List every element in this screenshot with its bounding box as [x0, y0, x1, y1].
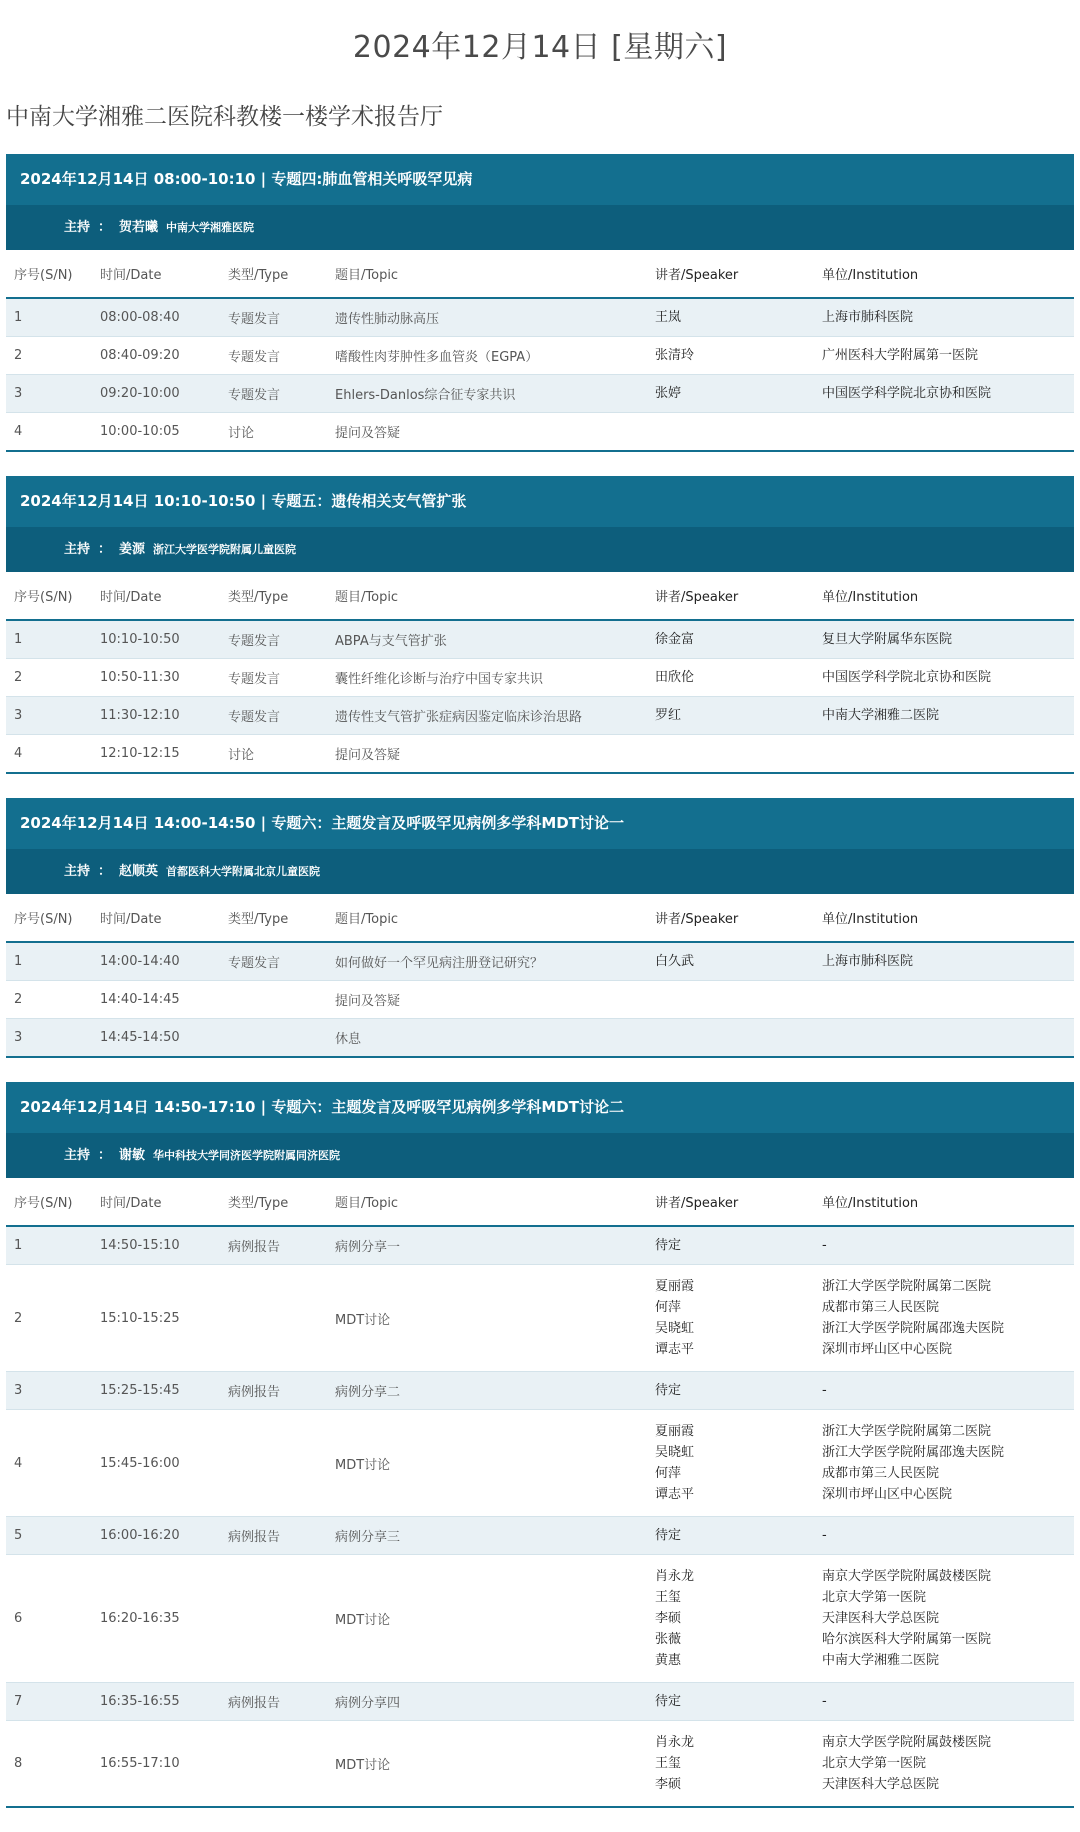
- column-header-sn: 序号(S/N): [14, 590, 73, 605]
- type-cell: 病例报告: [228, 1240, 281, 1255]
- date-cell: 15:10-15:25: [100, 1310, 180, 1326]
- column-header-sn: 序号(S/N): [14, 912, 73, 927]
- moderator-bar: [6, 205, 1074, 250]
- moderator-institution: 华中科技大学同济医学院附属同济医院: [153, 1149, 341, 1162]
- column-header-type: 类型/Type: [228, 590, 289, 605]
- speaker-name: 夏丽霞: [655, 1279, 695, 1294]
- institution-cell: [814, 345, 1074, 366]
- institution-cell: [814, 1235, 1074, 1256]
- date-cell: 14:50-15:10: [100, 1238, 180, 1253]
- date-cell: 16:00-16:20: [100, 1528, 180, 1543]
- speaker-cell: [647, 667, 814, 688]
- institution-name: 成都市第三人民医院: [822, 1466, 940, 1481]
- speaker-name: 待定: [655, 1528, 682, 1543]
- topic-cell: 提问及答疑: [335, 748, 401, 763]
- table-row: [6, 981, 1074, 1019]
- speaker-cell: [647, 705, 814, 726]
- topic-cell: 如何做好一个罕见病注册登记研究？: [335, 956, 544, 971]
- moderator-institution: 首都医科大学附属北京儿童医院: [166, 865, 321, 878]
- sn-cell: 1: [14, 1238, 23, 1253]
- institution-name: 北京大学第一医院: [822, 1590, 927, 1605]
- table-row: [6, 337, 1074, 375]
- moderator-colon: ：: [98, 864, 112, 879]
- date-cell: 16:35-16:55: [100, 1694, 180, 1709]
- topic-cell: MDT讨论: [335, 1457, 391, 1473]
- date-cell: 09:20-10:00: [100, 386, 180, 401]
- column-header-speaker: 讲者/Speaker: [655, 912, 739, 927]
- institution-cell: [814, 1276, 1074, 1360]
- institution-cell: [814, 1525, 1074, 1546]
- institution-name: 浙江大学医学院附属邵逸夫医院: [822, 1445, 1005, 1460]
- column-header-type: 类型/Type: [228, 268, 289, 283]
- topic-cell: 囊性纤维化诊断与治疗中国专家共识: [335, 672, 544, 687]
- institution-name: 中南大学湘雅二医院: [822, 1653, 940, 1668]
- speaker-cell: [647, 1691, 814, 1712]
- speaker-cell: [647, 345, 814, 366]
- date-cell: 14:00-14:40: [100, 954, 180, 969]
- column-header-date: 时间/Date: [100, 590, 162, 605]
- column-header-speaker: 讲者/Speaker: [655, 1196, 739, 1211]
- table-row: [6, 1265, 1074, 1372]
- speaker-name: 谭志平: [655, 1342, 695, 1357]
- table-header-row: [6, 250, 1074, 299]
- institution-name: 哈尔滨医科大学附属第一医院: [822, 1632, 992, 1647]
- table-row: [6, 375, 1074, 413]
- date-cell: 10:00-10:05: [100, 424, 180, 439]
- sn-cell: 3: [14, 708, 23, 723]
- institution-name: 上海市肺科医院: [822, 310, 914, 325]
- institution-name: 成都市第三人民医院: [822, 1300, 940, 1315]
- institution-name: 南京大学医学院附属鼓楼医院: [822, 1569, 992, 1584]
- speaker-name: 王玺: [655, 1756, 682, 1771]
- speaker-cell: [647, 307, 814, 328]
- moderator-label: 主持: [64, 220, 91, 235]
- sn-cell: 3: [14, 1030, 23, 1045]
- speaker-name: 何萍: [655, 1466, 682, 1481]
- sn-cell: 8: [14, 1756, 23, 1771]
- date-cell: 08:40-09:20: [100, 348, 180, 363]
- column-header-speaker: 讲者/Speaker: [655, 268, 739, 283]
- page-title: 2024年12月14日 [星期六]: [352, 30, 728, 65]
- speaker-name: 肖永龙: [655, 1569, 695, 1584]
- topic-cell: 嗜酸性肉芽肿性多血管炎（EGPA）: [335, 350, 539, 365]
- moderator-name: 姜源: [119, 542, 146, 557]
- table-row: [6, 1410, 1074, 1517]
- type-cell: 病例报告: [228, 1530, 281, 1545]
- date-cell: 15:45-16:00: [100, 1455, 180, 1471]
- type-cell: 专题发言: [228, 956, 281, 971]
- session-block: [6, 476, 1074, 774]
- institution-name: 上海市肺科医院: [822, 954, 914, 969]
- moderator-name: 谢敏: [119, 1148, 146, 1163]
- topic-cell: Ehlers-Danlos综合征专家共识: [335, 388, 516, 403]
- institution-cell: [814, 1691, 1074, 1712]
- session-header: 2024年12月14日 08:00-10:10 | 专题四:肺血管相关呼吸罕见病: [6, 154, 1074, 205]
- sn-cell: 2: [14, 992, 23, 1007]
- column-header-institution: 单位/Institution: [822, 268, 919, 283]
- column-header-date: 时间/Date: [100, 912, 162, 927]
- speaker-name: 王岚: [655, 310, 682, 325]
- sn-cell: 4: [14, 746, 23, 761]
- institution-cell: [814, 705, 1074, 726]
- speaker-name: 待定: [655, 1238, 682, 1253]
- column-header-institution: 单位/Institution: [822, 1196, 919, 1211]
- table-header-row: [6, 572, 1074, 621]
- table-row: [6, 697, 1074, 735]
- speaker-cell: [647, 1566, 814, 1671]
- session-header: 2024年12月14日 14:00-14:50 | 专题六：主题发言及呼吸罕见病例多学科MDT讨论一: [6, 798, 1074, 849]
- table-row: [6, 1721, 1074, 1808]
- institution-name: -: [822, 1694, 827, 1709]
- speaker-name: 白久武: [655, 954, 695, 969]
- column-header-type: 类型/Type: [228, 912, 289, 927]
- topic-cell: MDT讨论: [335, 1613, 391, 1628]
- speaker-cell: [647, 1525, 814, 1546]
- date-cell: 15:25-15:45: [100, 1383, 180, 1398]
- topic-cell: MDT讨论: [335, 1758, 391, 1773]
- moderator-institution: 浙江大学医学院附属儿童医院: [153, 543, 297, 556]
- table-row: [6, 1227, 1074, 1265]
- moderator-bar: [6, 1133, 1074, 1178]
- type-cell: 专题发言: [228, 350, 281, 365]
- institution-cell: [814, 307, 1074, 328]
- sn-cell: 1: [14, 632, 23, 647]
- speaker-name: 夏丽霞: [655, 1424, 695, 1439]
- institution-name: 天津医科大学总医院: [822, 1611, 940, 1626]
- date-cell: 12:10-12:15: [100, 746, 180, 761]
- institution-name: 复旦大学附属华东医院: [822, 632, 953, 647]
- session-block: [6, 154, 1074, 452]
- column-header-sn: 序号(S/N): [14, 268, 73, 283]
- date-cell: 08:00-08:40: [100, 310, 180, 325]
- sn-cell: 5: [14, 1528, 23, 1543]
- sn-cell: 6: [14, 1611, 23, 1626]
- column-header-topic: 题目/Topic: [335, 912, 399, 927]
- table-row: [6, 299, 1074, 337]
- speaker-cell: [647, 1235, 814, 1256]
- speaker-name: 谭志平: [655, 1487, 695, 1502]
- session-header: 2024年12月14日 14:50-17:10 | 专题六：主题发言及呼吸罕见病例多学科MDT讨论二: [6, 1082, 1074, 1133]
- venue-title: 中南大学湘雅二医院科教楼一楼学术报告厅: [6, 104, 443, 130]
- table-row: [6, 621, 1074, 659]
- column-header-type: 类型/Type: [228, 1196, 289, 1211]
- table-row: [6, 735, 1074, 774]
- type-cell: 专题发言: [228, 312, 281, 327]
- moderator-colon: ：: [98, 1148, 112, 1163]
- type-cell: 病例报告: [228, 1385, 281, 1400]
- institution-name: -: [822, 1383, 827, 1398]
- type-cell: 专题发言: [228, 672, 281, 687]
- date-cell: 10:10-10:50: [100, 632, 180, 647]
- table-row: [6, 1019, 1074, 1058]
- topic-cell: 遗传性肺动脉高压: [335, 312, 440, 327]
- speaker-cell: [647, 1380, 814, 1401]
- institution-cell: [814, 383, 1074, 404]
- session-block: [6, 798, 1074, 1058]
- sn-cell: 3: [14, 1383, 23, 1398]
- speaker-name: 黄惠: [655, 1653, 682, 1668]
- session-block: [6, 1082, 1074, 1808]
- type-cell: 专题发言: [228, 634, 281, 649]
- moderator-name: 赵顺英: [119, 864, 159, 879]
- moderator-colon: ：: [98, 220, 112, 235]
- table-row: [6, 943, 1074, 981]
- institution-name: -: [822, 1528, 827, 1543]
- institution-name: 南京大学医学院附属鼓楼医院: [822, 1735, 992, 1750]
- table-row: [6, 1372, 1074, 1410]
- topic-cell: MDT讨论: [335, 1312, 391, 1328]
- speaker-name: 吴晓虹: [655, 1445, 695, 1460]
- speaker-cell: [647, 383, 814, 404]
- date-cell: 14:40-14:45: [100, 992, 180, 1007]
- speaker-name: 何萍: [655, 1300, 682, 1315]
- sn-cell: 7: [14, 1694, 23, 1709]
- table-row: [6, 413, 1074, 452]
- type-cell: 专题发言: [228, 710, 281, 725]
- institution-cell: [814, 1421, 1074, 1505]
- institution-name: -: [822, 1238, 827, 1253]
- topic-cell: 提问及答疑: [335, 426, 401, 441]
- institution-name: 浙江大学医学院附属第二医院: [822, 1279, 992, 1294]
- institution-name: 中国医学科学院北京协和医院: [822, 670, 992, 685]
- table-row: [6, 659, 1074, 697]
- moderator-bar: [6, 527, 1074, 572]
- institution-name: 浙江大学医学院附属邵逸夫医院: [822, 1321, 1005, 1336]
- speaker-cell: [647, 629, 814, 650]
- sn-cell: 2: [14, 670, 23, 685]
- institution-name: 中南大学湘雅二医院: [822, 708, 940, 723]
- topic-cell: 病例分享三: [335, 1530, 401, 1545]
- table-header-row: [6, 894, 1074, 943]
- type-cell: 讨论: [228, 748, 255, 763]
- column-header-topic: 题目/Topic: [335, 590, 399, 605]
- speaker-cell: [647, 951, 814, 972]
- institution-name: 北京大学第一医院: [822, 1756, 927, 1771]
- column-header-institution: 单位/Institution: [822, 590, 919, 605]
- topic-cell: 休息: [335, 1032, 362, 1047]
- sn-cell: 2: [14, 1310, 23, 1326]
- institution-name: 浙江大学医学院附属第二医院: [822, 1424, 992, 1439]
- topic-cell: 病例分享一: [335, 1240, 401, 1255]
- speaker-name: 待定: [655, 1383, 682, 1398]
- table-row: [6, 1555, 1074, 1683]
- sn-cell: 2: [14, 348, 23, 363]
- speaker-cell: [647, 1276, 814, 1360]
- type-cell: 讨论: [228, 426, 255, 441]
- institution-cell: [814, 629, 1074, 650]
- speaker-name: 罗红: [655, 708, 682, 723]
- table-row: [6, 1517, 1074, 1555]
- institution-cell: [814, 951, 1074, 972]
- speaker-name: 吴晓虹: [655, 1321, 695, 1336]
- topic-cell: ABPA与支气管扩张: [335, 634, 447, 649]
- institution-cell: [814, 667, 1074, 688]
- column-header-date: 时间/Date: [100, 1196, 162, 1211]
- institution-cell: [814, 1380, 1074, 1401]
- speaker-name: 张薇: [655, 1632, 682, 1647]
- date-cell: 11:30-12:10: [100, 708, 180, 723]
- type-cell: 专题发言: [228, 388, 281, 403]
- column-header-topic: 题目/Topic: [335, 268, 399, 283]
- speaker-name: 张清玲: [655, 348, 695, 363]
- institution-name: 深圳市坪山区中心医院: [822, 1342, 953, 1357]
- speaker-name: 田欣伦: [655, 670, 695, 685]
- moderator-label: 主持: [64, 1148, 91, 1163]
- institution-cell: [814, 1732, 1074, 1795]
- column-header-topic: 题目/Topic: [335, 1196, 399, 1211]
- speaker-name: 李硕: [655, 1611, 682, 1626]
- speaker-cell: [647, 1732, 814, 1795]
- sn-cell: 3: [14, 386, 23, 401]
- moderator-label: 主持: [64, 542, 91, 557]
- speaker-name: 肖永龙: [655, 1735, 695, 1750]
- column-header-institution: 单位/Institution: [822, 912, 919, 927]
- speaker-name: 待定: [655, 1694, 682, 1709]
- moderator-label: 主持: [64, 864, 91, 879]
- speaker-name: 王玺: [655, 1590, 682, 1605]
- table-header-row: [6, 1178, 1074, 1227]
- sn-cell: 1: [14, 310, 23, 325]
- sn-cell: 4: [14, 1455, 23, 1471]
- speaker-cell: [647, 1421, 814, 1505]
- topic-cell: 提问及答疑: [335, 994, 401, 1009]
- institution-name: 天津医科大学总医院: [822, 1777, 940, 1792]
- column-header-sn: 序号(S/N): [14, 1196, 73, 1211]
- speaker-name: 徐金富: [655, 632, 695, 647]
- sn-cell: 4: [14, 424, 23, 439]
- column-header-speaker: 讲者/Speaker: [655, 590, 739, 605]
- moderator-institution: 中南大学湘雅医院: [166, 221, 255, 234]
- institution-name: 深圳市坪山区中心医院: [822, 1487, 953, 1502]
- topic-cell: 病例分享四: [335, 1696, 401, 1711]
- speaker-name: 张婷: [655, 386, 682, 401]
- sn-cell: 1: [14, 954, 23, 969]
- institution-name: 中国医学科学院北京协和医院: [822, 386, 992, 401]
- moderator-bar: [6, 849, 1074, 894]
- institution-name: 广州医科大学附属第一医院: [822, 348, 979, 363]
- type-cell: 病例报告: [228, 1696, 281, 1711]
- column-header-date: 时间/Date: [100, 268, 162, 283]
- moderator-colon: ：: [98, 542, 112, 557]
- date-cell: 16:55-17:10: [100, 1756, 180, 1771]
- session-header: 2024年12月14日 10:10-10:50 | 专题五：遗传相关支气管扩张: [6, 476, 1074, 527]
- topic-cell: 遗传性支气管扩张症病因鉴定临床诊治思路: [335, 710, 583, 725]
- moderator-name: 贺若曦: [119, 220, 159, 235]
- table-row: [6, 1683, 1074, 1721]
- date-cell: 16:20-16:35: [100, 1611, 180, 1626]
- date-cell: 10:50-11:30: [100, 670, 180, 685]
- schedule: [6, 154, 1074, 1832]
- institution-cell: [814, 1566, 1074, 1671]
- speaker-name: 李硕: [655, 1777, 682, 1792]
- date-cell: 14:45-14:50: [100, 1030, 180, 1045]
- topic-cell: 病例分享二: [335, 1385, 401, 1400]
